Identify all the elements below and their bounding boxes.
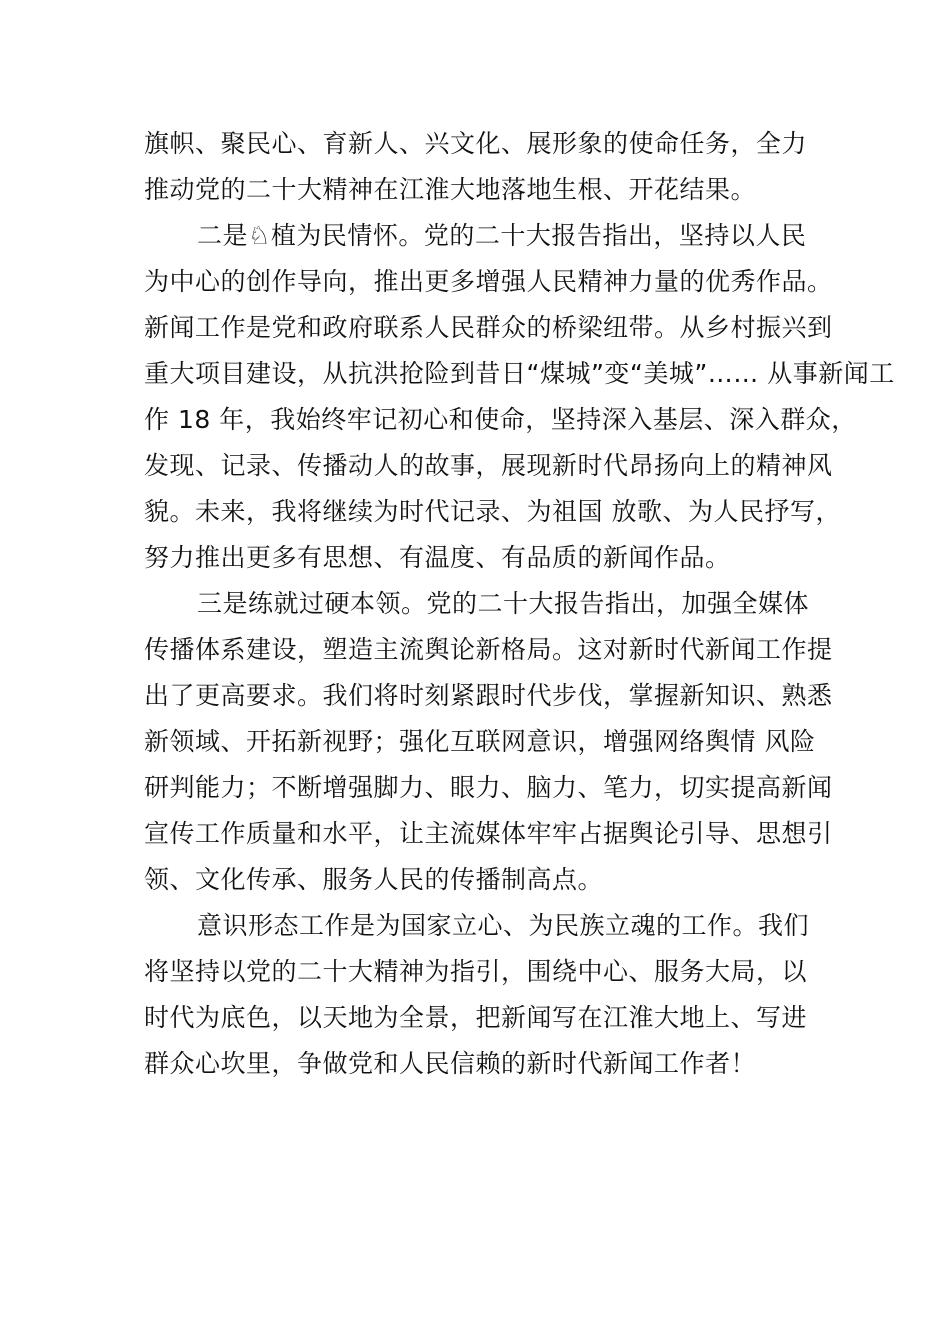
text-line: 旗帜、聚民心、育新人、兴文化、展形象的使命任务，全力 — [144, 129, 808, 158]
text-line: 努力推出更多有思想、有温度、有品质的新闻作品。 — [144, 543, 731, 572]
text-line: 将坚持以党的二十大精神为指引，围绕中心、服务大局，以 — [144, 957, 808, 986]
text-line: 领、文化传承、服务人民的传播制高点。 — [144, 865, 604, 894]
paragraph-3 — [144, 581, 844, 903]
text-line: 三是练就过硬本领。党的二十大报告指出，加强全媒体 — [197, 589, 810, 618]
text-line: 新领域、开拓新视野；强化互联网意识，增强网络舆情 风险 — [144, 727, 816, 756]
text-line: 貌。未来，我将继续为时代记录、为祖国 放歌、为人民抒写， — [144, 497, 841, 526]
text-line: 传播体系建设，塑造主流舆论新格局。这对新时代新闻工作提 — [144, 635, 833, 664]
text-line: 意识形态工作是为国家立心、为民族立魂的工作。我们 — [197, 911, 810, 940]
text-line: 宣传工作质量和水平，让主流媒体牢牢占据舆论引导、思想引 — [144, 819, 833, 848]
text-line: 研判能力；不断增强脚力、眼力、脑力、笔力，切实提高新闻 — [144, 773, 833, 802]
paragraph-2 — [144, 213, 895, 581]
text-line: 新闻工作是党和政府联系人民群众的桥梁纽带。从乡村振兴到 — [144, 313, 833, 342]
text-line: 重大项目建设，从抗洪抢险到昔日“煤城”变“美城”…… 从事新闻工 — [144, 359, 895, 388]
paragraph-1 — [144, 121, 844, 213]
text-line: 群众心坎里，争做党和人民信赖的新时代新闻工作者！ — [144, 1049, 757, 1078]
text-line: 发现、记录、传播动人的故事，展现新时代昂扬向上的精神风 — [144, 451, 833, 480]
text-line: 推动党的二十大精神在江淮大地落地生根、开花结果。 — [144, 175, 757, 204]
text-line: 二是♘植为民情怀。党的二十大报告指出，坚持以人民 — [197, 221, 807, 250]
document-body — [144, 121, 895, 1087]
paragraph-4 — [144, 903, 844, 1087]
text-line: 时代为底色，以天地为全景，把新闻写在江淮大地上、写进 — [144, 1003, 808, 1032]
text-line: 作 18 年，我始终牢记初心和使命，坚持深入基层、深入群众， — [144, 405, 857, 434]
text-line: 出了更高要求。我们将时刻紧跟时代步伐，掌握新知识、熟悉 — [144, 681, 833, 710]
text-line: 为中心的创作导向，推出更多增强人民精神力量的优秀作品。 — [144, 267, 833, 296]
